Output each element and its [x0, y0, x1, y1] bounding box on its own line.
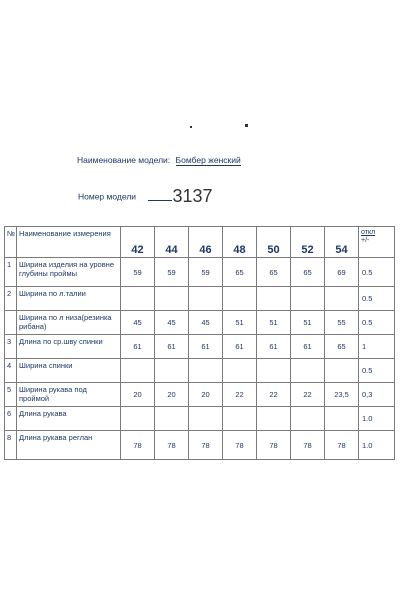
- table-row: [5, 431, 395, 460]
- measurement-value: 51: [223, 311, 257, 335]
- column-header-number: №: [5, 227, 17, 258]
- model-number-underline: [148, 200, 172, 201]
- measurement-value: [155, 407, 189, 431]
- measurement-value: 59: [155, 258, 189, 287]
- measurement-value: 45: [189, 311, 223, 335]
- measurement-value: [189, 359, 223, 383]
- measurement-value: 61: [257, 335, 291, 359]
- table-row: [5, 311, 395, 335]
- measurement-value: 65: [325, 335, 359, 359]
- measurement-value: 59: [121, 258, 155, 287]
- measurement-name: Длина по ср.шву спинки: [17, 335, 121, 359]
- measurement-value: 65: [223, 258, 257, 287]
- measurement-value: [155, 287, 189, 311]
- tolerance-value: 1.0: [359, 431, 395, 460]
- measurement-value: 55: [325, 311, 359, 335]
- measurement-name: Ширина по л низа(резинка рибана): [17, 311, 121, 335]
- measurement-value: [121, 407, 155, 431]
- measurement-value: [257, 359, 291, 383]
- measurement-value: 23,5: [325, 383, 359, 407]
- measurement-value: 20: [121, 383, 155, 407]
- size-header: 50: [257, 227, 291, 258]
- stray-mark: [245, 124, 248, 127]
- row-number: 1: [5, 258, 17, 287]
- size-header: 46: [189, 227, 223, 258]
- measurement-value: [121, 359, 155, 383]
- measurement-value: 22: [223, 383, 257, 407]
- measurement-value: 61: [223, 335, 257, 359]
- measurement-value: [325, 407, 359, 431]
- tolerance-label: откл: [361, 229, 376, 236]
- tolerance-value: 0.5: [359, 258, 395, 287]
- row-number: 2: [5, 287, 17, 311]
- measurement-value: [257, 407, 291, 431]
- table-row: [5, 359, 395, 383]
- measurement-value: [155, 359, 189, 383]
- size-header: 44: [155, 227, 189, 258]
- measurement-value: [291, 359, 325, 383]
- model-name-line: [77, 155, 241, 165]
- measurement-value: [257, 287, 291, 311]
- tolerance-header: [359, 227, 395, 258]
- row-number: [5, 311, 17, 335]
- model-number-line: [78, 186, 213, 207]
- table-row: [5, 287, 395, 311]
- measurement-value: 61: [121, 335, 155, 359]
- measurement-value: 78: [223, 431, 257, 460]
- measurement-name: Ширина рукава под проймой: [17, 383, 121, 407]
- model-name-value: Бомбер женский: [175, 155, 241, 165]
- model-name-label: Наименование модели:: [77, 155, 171, 165]
- size-header: 48: [223, 227, 257, 258]
- measurement-value: 69: [325, 258, 359, 287]
- measurement-value: 61: [291, 335, 325, 359]
- measurement-value: 78: [291, 431, 325, 460]
- row-number: 8: [5, 431, 17, 460]
- row-number: 3: [5, 335, 17, 359]
- model-number-value: 3137: [172, 186, 213, 206]
- measurement-value: 22: [291, 383, 325, 407]
- size-header: 52: [291, 227, 325, 258]
- table-row: [5, 335, 395, 359]
- measurement-value: [189, 287, 223, 311]
- measurement-value: 22: [257, 383, 291, 407]
- measurement-value: [189, 407, 223, 431]
- measurement-value: 61: [155, 335, 189, 359]
- measurement-value: 78: [257, 431, 291, 460]
- measurement-value: [291, 407, 325, 431]
- column-header-name: Наименование измерения: [17, 227, 121, 258]
- measurement-value: 20: [189, 383, 223, 407]
- measurement-value: 65: [291, 258, 325, 287]
- tolerance-value: 0.5: [359, 359, 395, 383]
- row-number: 5: [5, 383, 17, 407]
- measurement-value: 78: [325, 431, 359, 460]
- measurement-name: Ширина спинки: [17, 359, 121, 383]
- table-row: [5, 383, 395, 407]
- size-header: 42: [121, 227, 155, 258]
- tolerance-value: 0,3: [359, 383, 395, 407]
- measurement-value: 20: [155, 383, 189, 407]
- measurement-value: 78: [155, 431, 189, 460]
- measurement-value: 78: [121, 431, 155, 460]
- measurement-value: 78: [189, 431, 223, 460]
- measurement-table: [4, 226, 395, 460]
- measurement-value: 51: [257, 311, 291, 335]
- measurement-value: 65: [257, 258, 291, 287]
- size-header: 54: [325, 227, 359, 258]
- tolerance-sign: +/-: [361, 236, 370, 244]
- measurement-value: [223, 287, 257, 311]
- measurement-value: [121, 287, 155, 311]
- tolerance-value: 0.5: [359, 287, 395, 311]
- measurement-value: [291, 287, 325, 311]
- table-row: [5, 258, 395, 287]
- row-number: 4: [5, 359, 17, 383]
- model-number-label: Номер модели: [78, 191, 137, 202]
- measurement-value: 59: [189, 258, 223, 287]
- row-number: 6: [5, 407, 17, 431]
- table-row: [5, 407, 395, 431]
- measurement-name: Ширина по л.талии: [17, 287, 121, 311]
- measurement-value: [325, 359, 359, 383]
- measurement-name: Ширина изделия на уровне глубины проймы: [17, 258, 121, 287]
- measurement-value: 45: [155, 311, 189, 335]
- tolerance-value: 1.0: [359, 407, 395, 431]
- measurement-value: 45: [121, 311, 155, 335]
- measurement-value: 61: [189, 335, 223, 359]
- measurement-name: Длина рукава: [17, 407, 121, 431]
- tolerance-value: 0.5: [359, 311, 395, 335]
- measurement-value: [223, 407, 257, 431]
- measurement-name: Длина рукава реглан: [17, 431, 121, 460]
- measurement-value: [223, 359, 257, 383]
- stray-marks: [190, 124, 260, 130]
- stray-mark: [190, 126, 192, 128]
- table-header-row: [5, 227, 395, 258]
- measurement-value: 51: [291, 311, 325, 335]
- tolerance-value: 1: [359, 335, 395, 359]
- measurement-value: [325, 287, 359, 311]
